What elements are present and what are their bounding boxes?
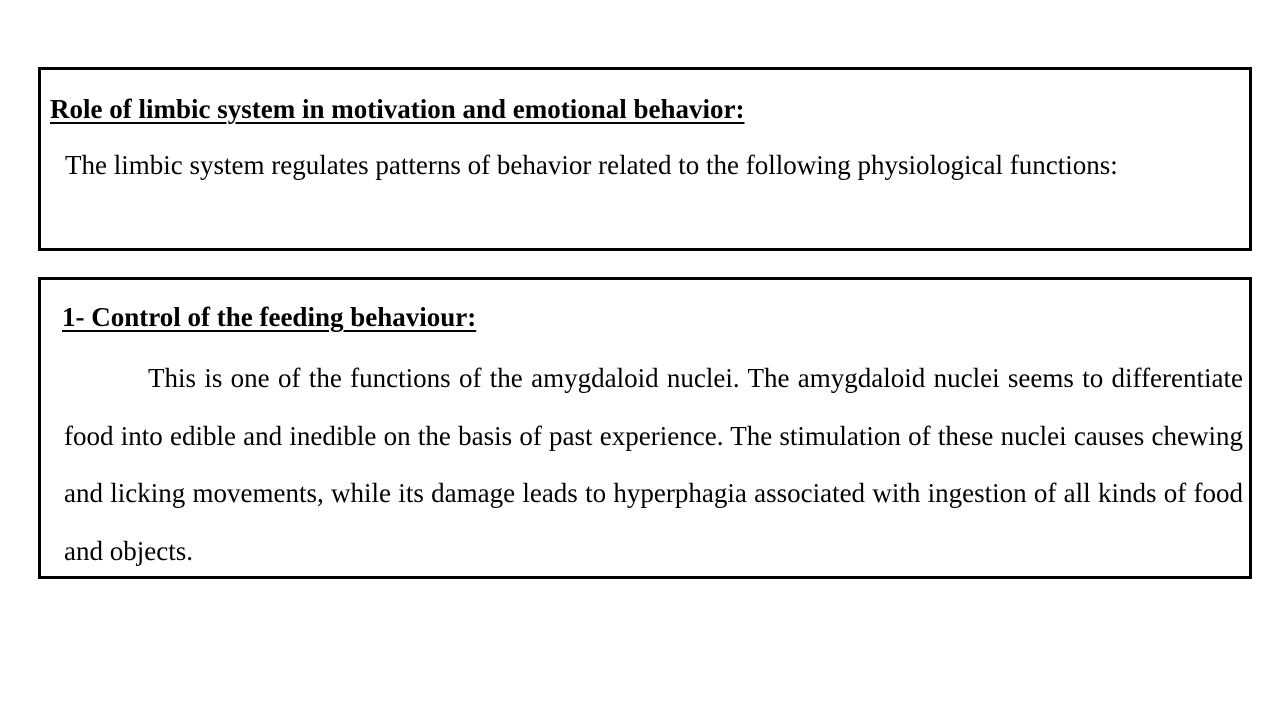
- subsection-heading: 1- Control of the feeding behaviour:: [62, 302, 477, 332]
- feeding-behaviour-box: [38, 277, 1252, 579]
- section-heading: Role of limbic system in motivation and emotional behavior:: [50, 94, 745, 124]
- intro-box: [38, 67, 1252, 251]
- intro-paragraph: The limbic system regulates patterns of behavior related to the following physiological functions:: [65, 150, 1118, 180]
- feeding-paragraph: This is one of the functions of the amygdaloid nuclei. The amygdaloid nuclei seems to differentiate food into edible and inedible on the basis of past experience. The stimulation of these nuclei causes chewing and licking movements, while its damage leads to hyperphagia associated with ingestion of all kinds of food and objects.: [64, 363, 1243, 566]
